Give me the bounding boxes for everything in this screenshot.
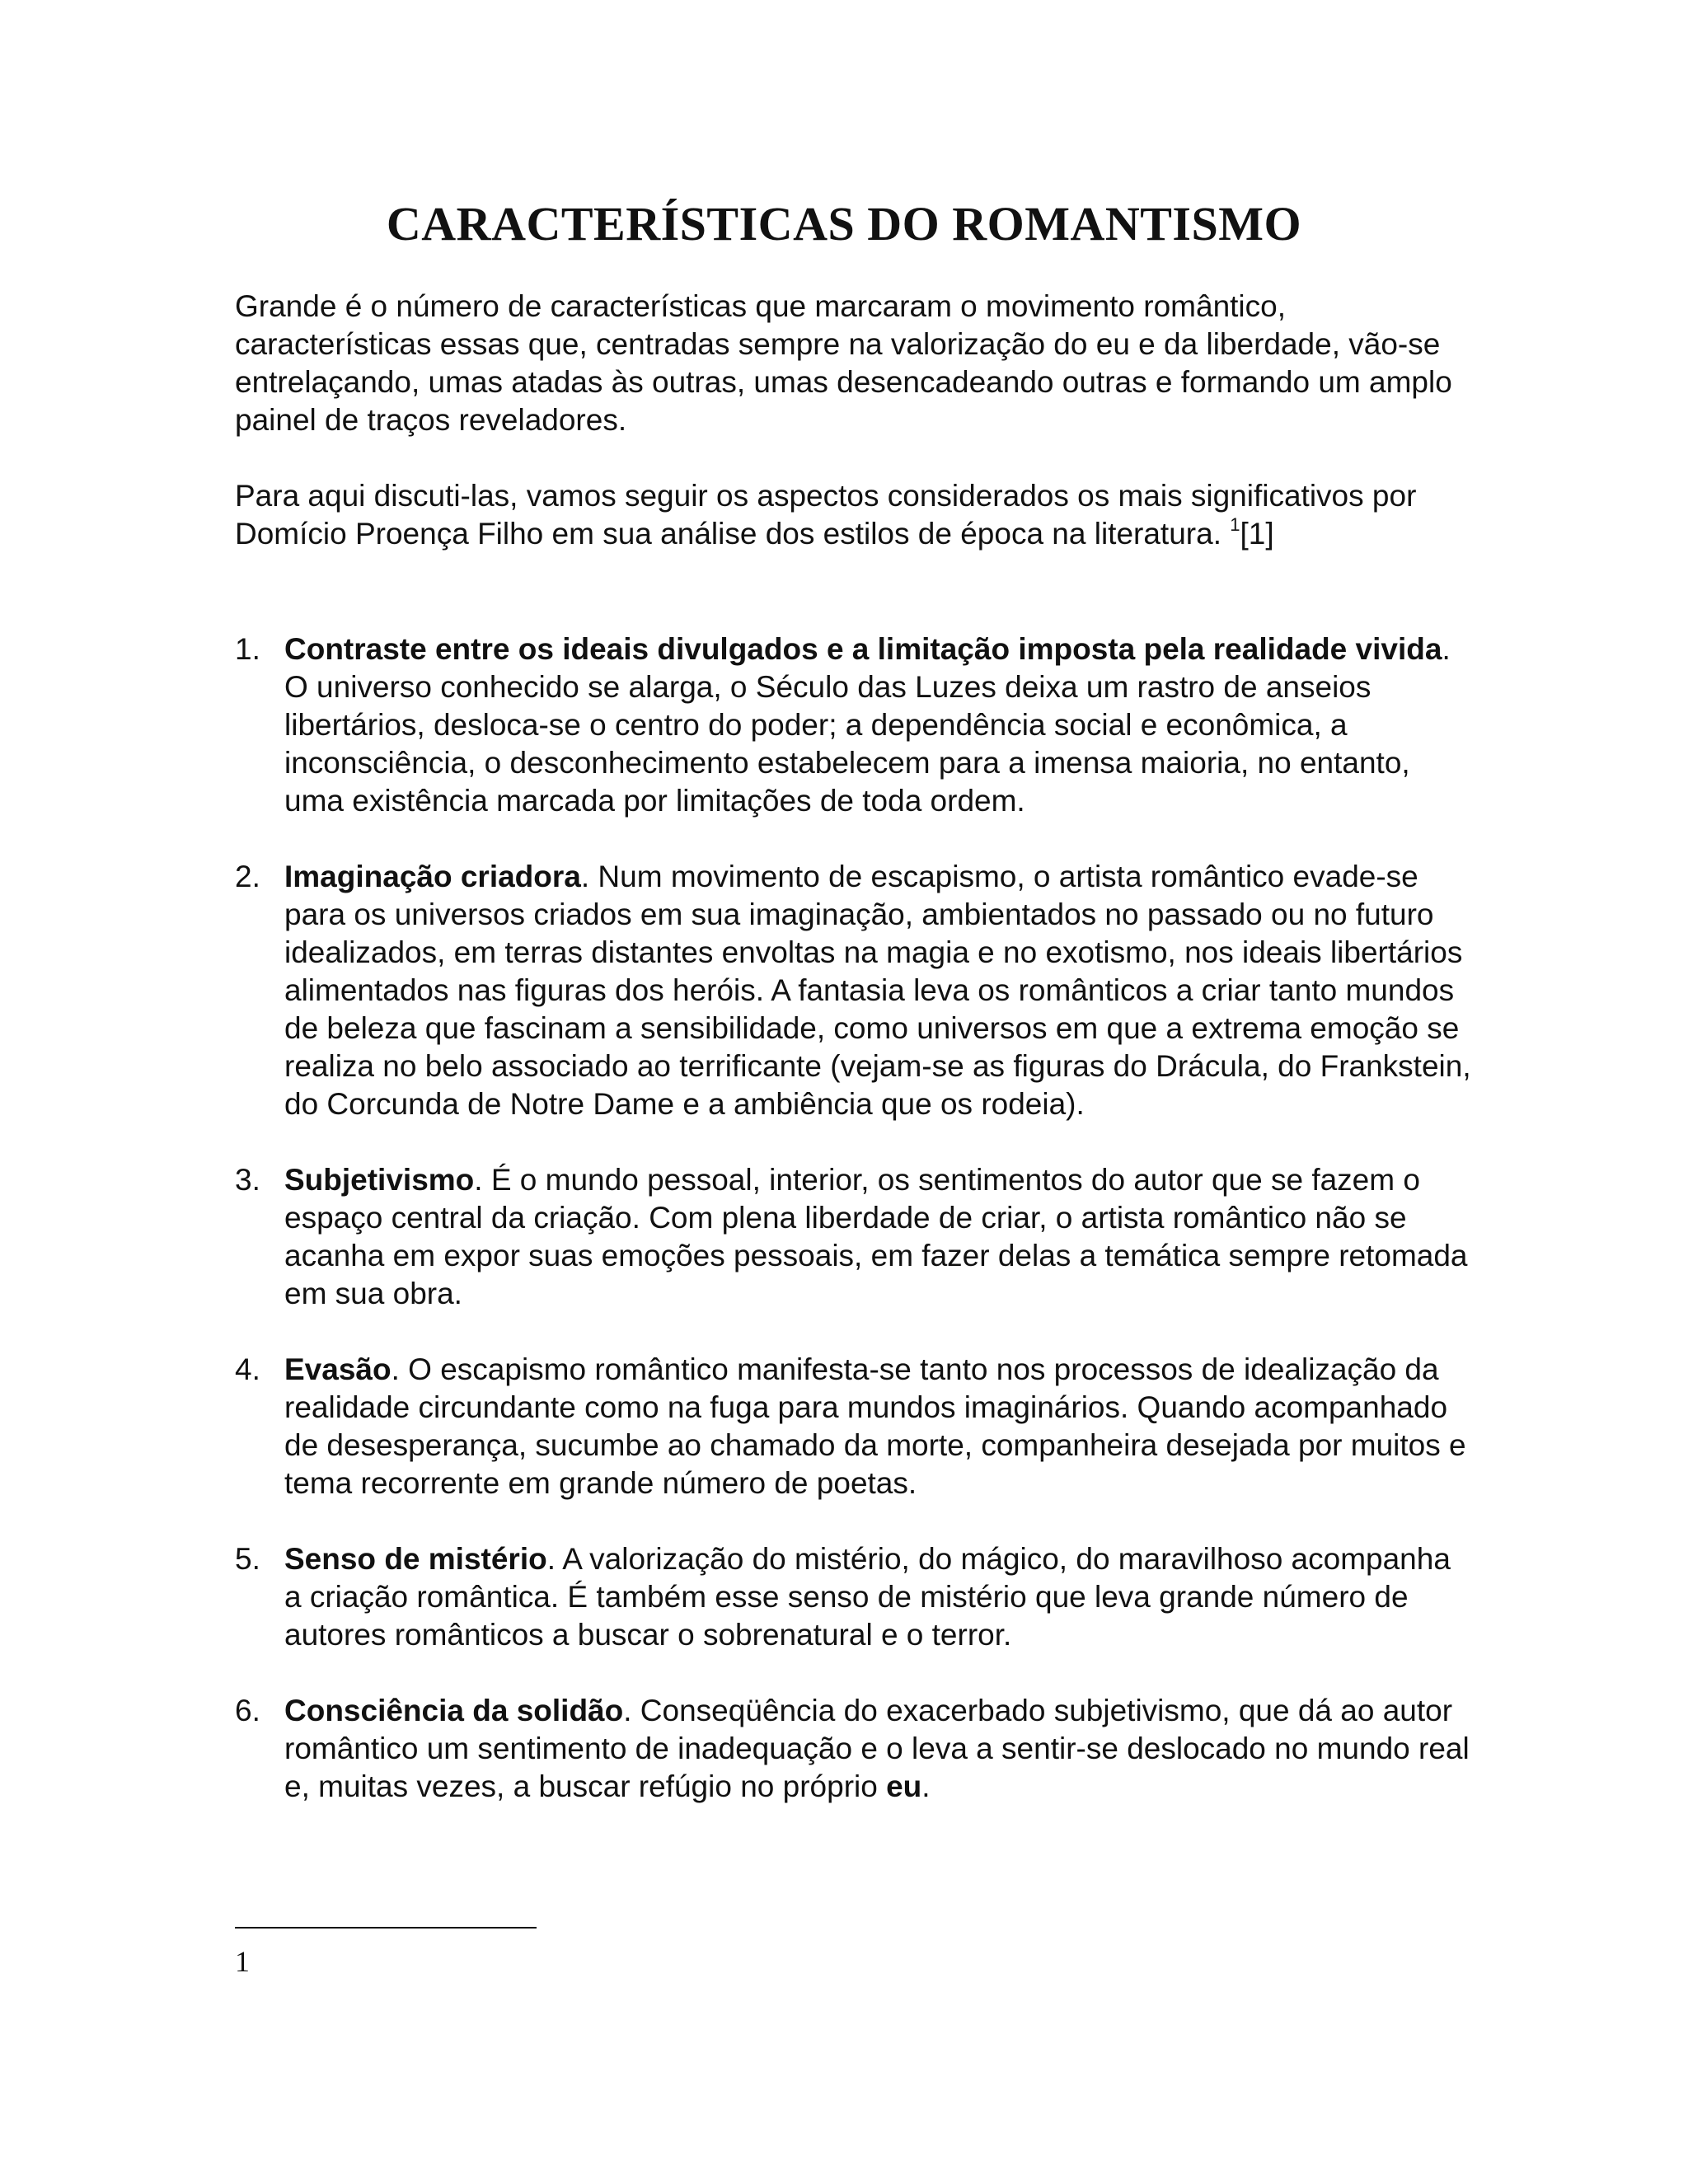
list-item: [235, 858, 1471, 1123]
list-item: [235, 1351, 1471, 1502]
footnote-superscript[interactable]: 1: [1230, 514, 1240, 535]
list-item: [235, 1540, 1471, 1654]
list-item-text: . O escapismo romântico manifesta-se tanto nos processos de idealização da realidade circundante como na fuga para mundos imaginários. Quando acompanhado de desesperança, sucumbe ao chamado da morte, companheira desejada por muitos e tema recorrente em grande número de poetas.: [284, 1352, 1466, 1500]
footnote-separator: [235, 1927, 537, 1929]
list-item-content: [284, 630, 1471, 820]
list-item-heading: Imaginação criadora: [284, 860, 581, 893]
characteristics-list: [235, 630, 1471, 1844]
list-item: [235, 1161, 1471, 1313]
footnote-number: 1: [235, 1945, 250, 1978]
list-item-text: . A valorização do mistério, do mágico, do maravilhoso acompanha a criação romântica. É também esse senso de mistério que leva grande número de autores românticos a buscar o sobrenatural e o terror.: [284, 1542, 1451, 1652]
list-item-number: 2.: [235, 860, 260, 893]
list-item-tail: .: [921, 1769, 931, 1803]
list-item-number: 6.: [235, 1694, 260, 1727]
list-item: [235, 1692, 1471, 1806]
page-title: CARACTERÍSTICAS DO ROMANTISMO: [386, 197, 1302, 251]
list-item-content: [284, 858, 1471, 1123]
list-item-content: [284, 1540, 1471, 1654]
list-item-heading: Contraste entre os ideais divulgados e a limitação imposta pela realidade vivida: [284, 632, 1442, 666]
intro-paragraph: Grande é o número de características que marcaram o movimento romântico, características essas que, centradas sempre na valorização do eu e da liberdade, vão-se entrelaçando, umas atadas às outras, umas desencadeando outras e formando um amplo painel de traços reveladores.: [235, 289, 1452, 437]
list-item-heading: Consciência da solidão: [284, 1694, 624, 1727]
list-item-content: [284, 1692, 1471, 1806]
list-item-text: . Conseqüência do exacerbado subjetivismo, que dá ao autor romântico um sentimento de inadequação e o leva a sentir-se deslocado no mundo real e, muitas vezes, a buscar refúgio no próprio: [284, 1694, 1470, 1803]
list-item-number: 4.: [235, 1352, 260, 1386]
footnote-reference-link[interactable]: [1]: [1240, 517, 1274, 551]
list-item-number: 5.: [235, 1542, 260, 1576]
list-item-content: [284, 1161, 1471, 1313]
list-item-heading: Evasão: [284, 1352, 392, 1386]
list-item-number: 1.: [235, 632, 260, 666]
list-item: [235, 630, 1471, 820]
list-item-number: 3.: [235, 1163, 260, 1197]
list-item-heading: Senso de mistério: [284, 1542, 547, 1576]
list-item-text: . O universo conhecido se alarga, o Século das Luzes deixa um rastro de anseios libertários, desloca-se o centro do poder; a dependência social e econômica, a inconsciência, o desconhecimento estabelecem para a imensa maioria, no entanto, uma existência marcada por limitações de toda ordem.: [284, 632, 1451, 818]
list-item-text: . É o mundo pessoal, interior, os sentimentos do autor que se fazem o espaço central da criação. Com plena liberdade de criar, o artista romântico não se acanha em expor suas emoções pessoais, em fazer delas a temática sempre retomada em sua obra.: [284, 1163, 1468, 1310]
list-item-tail-bold: eu: [886, 1769, 922, 1803]
list-item-content: [284, 1351, 1471, 1502]
source-paragraph: [235, 477, 1455, 553]
source-paragraph-text: Para aqui discuti-las, vamos seguir os aspectos considerados os mais significativos por Domício Proença Filho em sua análise dos estilos de época na literatura.: [235, 479, 1417, 551]
list-item-text: . Num movimento de escapismo, o artista romântico evade-se para os universos criados em sua imaginação, ambientados no passado ou no futuro idealizados, em terras distantes envoltas na magia e no exotismo, nos ideais libertários alimentados nas figuras dos heróis. A fantasia leva os românticos a criar tanto mundos de beleza que fascinam a sensibilidade, como universos em que a extrema emoção se realiza no belo associado ao terrificante (vejam-se as figuras do Drácula, do Frankstein, do Corcunda de Notre Dame e a ambiência que os rodeia).: [284, 860, 1471, 1121]
list-item-heading: Subjetivismo: [284, 1163, 475, 1197]
